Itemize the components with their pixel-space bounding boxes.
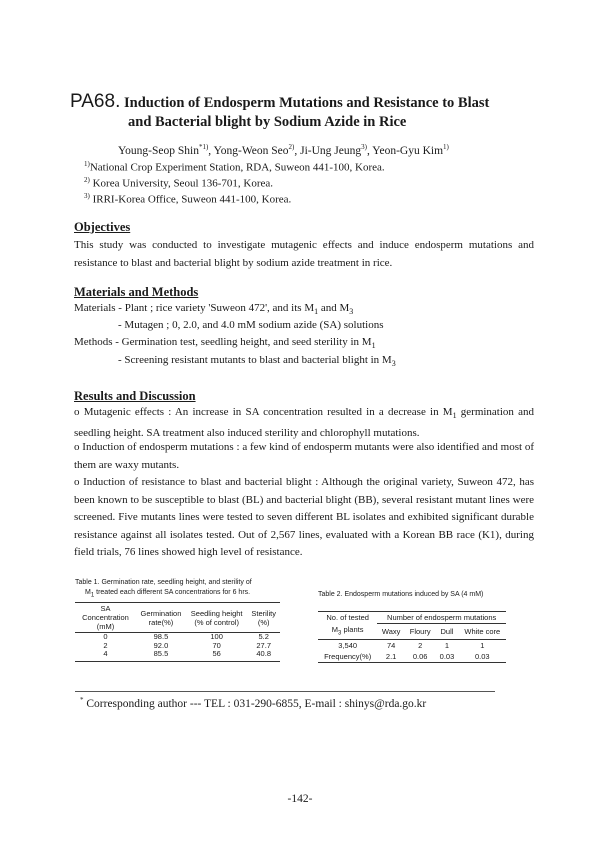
methods-line-3-sub: 1 [371,341,376,351]
methods-line-3 [74,336,376,350]
table-1-header-sterility-a: Sterility [251,608,276,618]
table-1-cell: 0 [103,632,108,641]
affiliation-3-text: IRRI-Korea Office, Suweon 441-100, Korea. [92,193,292,206]
methods-heading: Materials and Methods [74,285,199,299]
footnote [80,696,426,710]
methods-line-4-sub: 3 [391,359,396,369]
table-1-cell: 4 [75,650,136,661]
methods-line-3-text: Methods - Germination test, seedling height, and seed sterility in M [74,336,372,348]
table-1-header-seedling-b: (% of control) [194,617,239,627]
table-2-cell: 2 [405,640,435,652]
affiliation-1-num: 1) [84,160,90,168]
table-2-cell: 1 [459,640,506,652]
author-list [118,143,449,157]
table-1-header-sterility-b: (%) [257,617,270,627]
methods-line-1-text: Materials - Plant ; rice variety 'Suweon 472', and its M [74,302,315,314]
table-2-header-waxy: Waxy [377,624,405,640]
table-1-cell: 5.2 [258,632,269,641]
table-1-cell: 56 [186,650,247,661]
page-number: -142- [287,793,313,805]
table-1-header-germination-b: rate(%) [148,617,174,627]
results-paragraph-3: o Induction of resistance to blast and bacterial blight : Although the original variety, Suweon 472, has been known to be susceptible to blast (BL) and bacterial blight (BB), several resistant mutant lines were screened. Five mutants lines were tested to seven different BL isolates and exhibited significant durable resistance against all isolates tested. Out of 2,567 lines, evaluated with a Korean BB race (K1), during field trials, 76 lines showed high level of resistance. [74,476,534,558]
table-2-caption: Table 2. Endosperm mutations induced by SA (4 mM) [318,591,484,598]
affiliation-2-text: Korea University, Seoul 136-701, Korea. [92,177,274,190]
results-heading: Results and Discussion [74,389,196,403]
table-1-cell: 92.0 [153,640,169,650]
methods-line-1 [74,302,353,316]
table-1 [75,602,280,662]
table-2-header-plants-text: plants [341,624,364,634]
table-row [318,640,506,652]
table-1-cell: 70 [212,640,221,650]
table-1-header-concentration: SA Concentration (mM) [75,603,136,633]
table-1-caption [75,578,252,600]
table-1-header-germination-a: Germination [140,608,182,618]
results-paragraph-1 [74,404,534,442]
table-row [318,651,506,663]
table-2-header-m: M [331,624,339,634]
table-2-cell: 1 [435,640,458,652]
table-2-header-mutations: Number of endosperm mutations [377,612,506,624]
results-p1-a: o Mutagenic effects : An increase in SA concentration resulted in a decrease in M [74,406,453,418]
table-2-header-row-2 [318,624,506,640]
abstract-code: PA68. [70,91,121,112]
table-1-cell: 85.5 [136,650,186,661]
abstract-title [70,92,540,132]
table-2-header-white-core: White core [459,624,506,640]
title-line-2: and Bacterial blight by Sodium Azide in Rice [128,114,407,130]
methods-line-4-text: - Screening resistant mutants to blast and bacterial blight in M [118,354,392,366]
table-1-header-seedling [186,603,247,633]
table-1-cell: 100 [210,632,223,641]
table-1-cell: 98.5 [153,632,169,641]
table-2-header-floury: Floury [405,624,435,640]
table-2-cell: 74 [377,640,405,652]
affiliation-2-num: 2) [84,176,90,184]
author-1: Young-Seop Shin [118,144,199,157]
table-1-caption-line-1: Table 1. Germination rate, seedling height, and sterility of [75,579,252,586]
table-1-caption-line-2 [75,588,252,600]
methods-line-1-sub: 1 [314,307,319,317]
author-3-sup: 3) [361,143,367,151]
author-2: , Yong-Weon Seo [208,144,289,157]
title-line-1: Induction of Endosperm Mutations and Resistance to Blast [123,95,490,111]
objectives-heading: Objectives [74,220,131,234]
table-2-header-dull: Dull [435,624,458,640]
table-1-cell: 2 [103,640,108,650]
table-1-header-sterility [247,603,280,633]
table-1-header-row [75,603,280,633]
table-1-caption-m: M [85,589,91,596]
affiliation-1-text: National Crop Experiment Station, RDA, Suweon 441-100, Korea. [89,161,385,174]
table-1-caption-rest: treated each different SA concentrations for 6 hrs. [94,589,251,596]
table-1-cell: 40.8 [247,650,280,661]
author-1-sup: *1) [198,143,209,151]
author-3: , Ji-Ung Jeung [294,144,362,157]
table-2-header-tested: No. of tested [318,612,377,624]
table-2 [318,611,506,663]
author-4-sup: 1) [443,143,449,151]
methods-line-1-text-b: and M [318,302,350,314]
methods-line-2: - Mutagen ; 0, 2.0, and 4.0 mM sodium azide (SA) solutions [118,319,384,331]
table-1-header-seedling-a: Seedling height [190,608,243,618]
affiliation-2 [84,176,273,190]
results-p1-sub: 1 [452,411,457,421]
results-p1-b: germination and seedling height. SA treatment also induced sterility and chlorophyll mutations. [74,406,534,439]
table-1-caption-sub: 1 [90,592,95,599]
table-2-header-row-1 [318,612,506,624]
table-2-cell: 0.03 [459,651,506,663]
table-1-header-germination [136,603,186,633]
table-2-cell: 2.1 [377,651,405,663]
table-row [75,650,280,661]
results-paragraph-2: o Induction of endosperm mutations : a few kind of endosperm mutants were also identified and most of them are waxy mutants. [74,441,534,471]
table-2-header-plants [318,624,377,640]
table-2-cell: 3,540 [318,640,377,652]
table-2-cell: Frequency(%) [318,651,377,663]
methods-line-1-sub-2: 3 [349,307,354,317]
footnote-text: Corresponding author --- TEL : 031-290-6855, E-mail : shinys@rda.go.kr [83,697,427,710]
affiliation-1 [84,160,385,174]
footnote-mark: * [80,696,84,704]
affiliation-3 [84,192,291,206]
footnote-rule [75,691,495,692]
affiliation-3-num: 3) [84,192,90,200]
table-2-cell: 0.03 [435,651,458,663]
table-2-header-sub: 3 [338,630,342,636]
methods-line-4 [118,354,396,368]
author-4: , Yeon-Gyu Kim [366,144,444,157]
table-2-cell: 0.06 [405,651,435,663]
objectives-text: This study was conducted to investigate mutagenic effects and induce endosperm mutations and resistance to blast and bacterial blight by sodium azide treatment in rice. [74,239,534,269]
author-2-sup: 2) [288,143,295,151]
table-1-cell: 27.7 [256,640,271,650]
